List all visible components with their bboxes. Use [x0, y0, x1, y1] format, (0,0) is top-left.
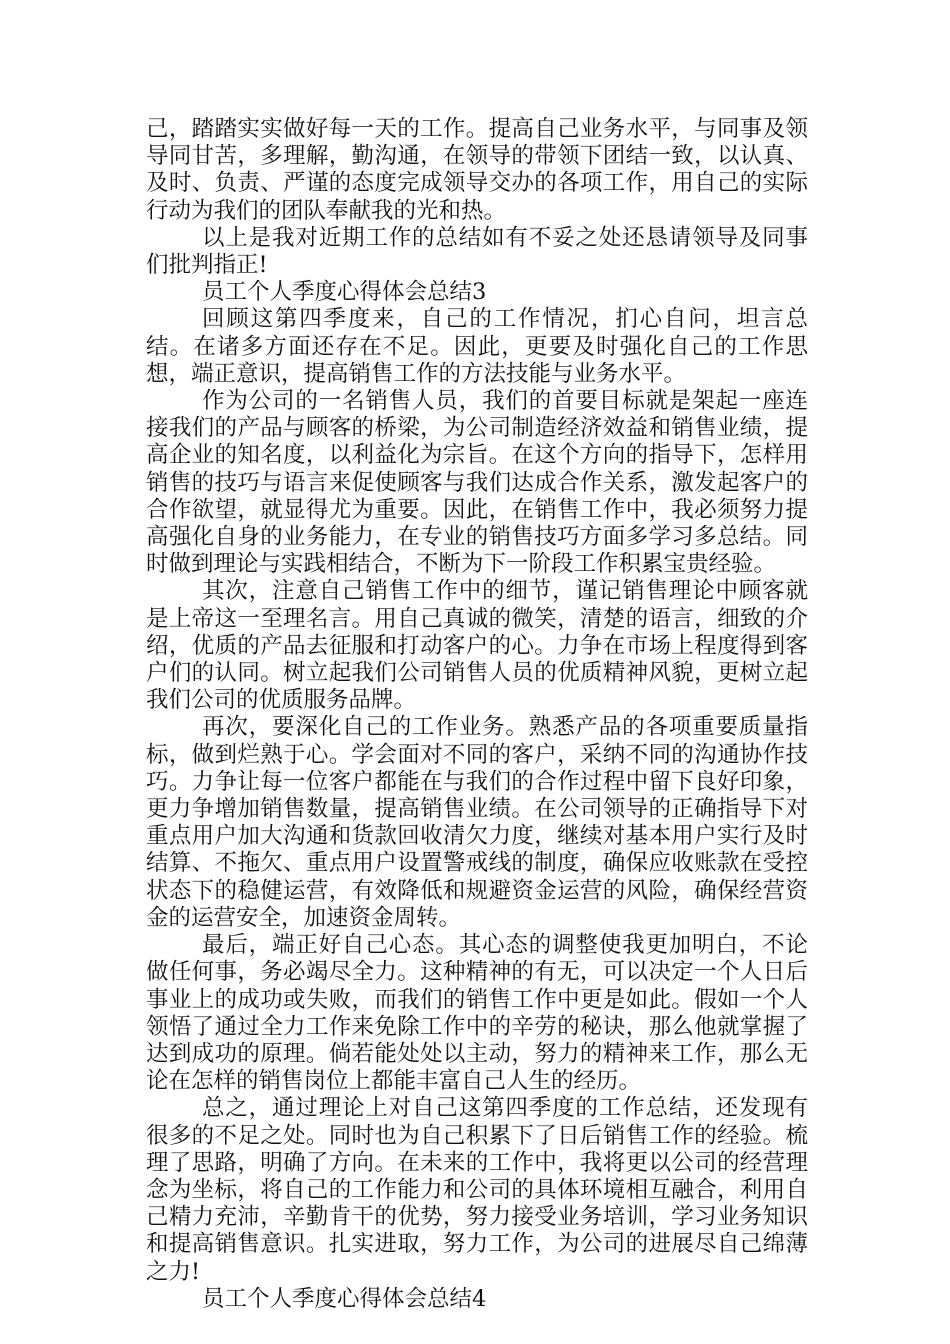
paragraph-sales-goal: 作为公司的一名销售人员，我们的首要目标就是架起一座连接我们的产品与顾客的桥梁，为公司制造经济效益和销售业绩，提高企业的知名度，以利益化为宗旨。在这个方向的指导下，怎样用销售的技巧与语言来促使顾客与我们达成合作关系，激发起客户的合作欲望，就显得尤为重要。因此，在销售工作中，我必须努力提高强化自身的业务能力，在专业的销售技巧方面多学习多总结。同时做到理论与实践相结合，不断为下一阶段工作积累宝贵经验。 [146, 388, 808, 578]
paragraph-conclusion: 总之，通过理论上对自己这第四季度的工作总结，还发现有很多的不足之处。同时也为自己积累下了日后销售工作的经验。梳理了思路，明确了方向。在未来的工作中，我将更以公司的经营理念为坐标，将自己的工作能力和公司的具体环境相互融合，利用自己精力充沛，辛勤肯干的优势，努力接受业务培训，学习业务知识和提高销售意识。扎实进取，努力工作，为公司的进展尽自己绵薄之力! [146, 1095, 808, 1285]
paragraph-mindset: 最后，端正好自己心态。其心态的调整使我更加明白，不论做任何事，务必竭尽全力。这种精神的有无，可以决定一个人日后事业上的成功或失败，而我们的销售工作中更是如此。假如一个人领悟了通过全力工作来免除工作中的辛劳的秘诀，那么他就掌握了达到成功的原理。倘若能处处以主动，努力的精神来工作，那么无论在怎样的销售岗位上都能丰富自己人生的经历。 [146, 932, 808, 1095]
paragraph-details: 其次，注意自己销售工作中的细节，谨记销售理论中顾客就是上帝这一至理名言。用自己真诚的微笑，清楚的语言，细致的介绍，优质的产品去征服和打动客户的心。力争在市场上程度得到客户们的认同。树立起我们公司销售人员的优质精神风貌，更树立起我们公司的优质服务品牌。 [146, 578, 808, 714]
section-heading-4: 员工个人季度心得体会总结4 [202, 1285, 487, 1312]
document-page [146, 116, 808, 1313]
section-heading-3: 员工个人季度心得体会总结3 [202, 279, 487, 306]
paragraph-review: 回顾这第四季度来，自己的工作情况，扪心自问，坦言总结。在诸多方面还存在不足。因此，更要及时强化自己的工作思想，端正意识，提高销售工作的方法技能与业务水平。 [146, 306, 808, 387]
paragraph-deepen-business: 再次，要深化自己的工作业务。熟悉产品的各项重要质量指标，做到烂熟于心。学会面对不同的客户，采纳不同的沟通协作技巧。力争让每一位客户都能在与我们的合作过程中留下良好印象，更力争增加销售数量，提高销售业绩。在公司领导的正确指导下对重点用户加大沟通和货款回收清欠力度，继续对基本用户实行及时结算、不拖欠、重点用户设置警戒线的制度，确保应收账款在受控状态下的稳健运营，有效降低和规避资金运营的风险，确保经营资金的运营安全，加速资金周转。 [146, 714, 808, 931]
paragraph-closing-remark: 以上是我对近期工作的总结如有不妥之处还恳请领导及同事们批判指正! [146, 224, 808, 279]
paragraph-continuation: 己，踏踏实实做好每一天的工作。提高自己业务水平，与同事及领导同甘苦，多理解，勤沟通，在领导的带领下团结一致，以认真、及时、负责、严谨的态度完成领导交办的各项工作，用自己的实际行动为我们的团队奉献我的光和热。 [146, 116, 808, 224]
